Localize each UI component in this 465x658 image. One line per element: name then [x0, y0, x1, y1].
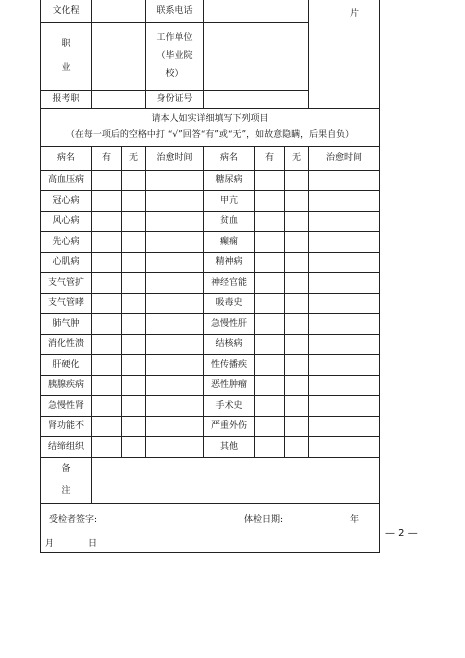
disease-name-left: 冠心病	[41, 191, 92, 212]
disease-name-right: 手术史	[204, 396, 255, 417]
no-cell-right[interactable]	[285, 416, 309, 437]
table-row	[41, 232, 380, 253]
disease-name-left: 急慢性肾	[41, 396, 92, 417]
cure-time-cell-right[interactable]	[309, 334, 380, 355]
spacer	[41, 475, 91, 485]
table-row	[41, 191, 380, 212]
cure-time-cell-left[interactable]	[146, 375, 204, 396]
page-number: — 2 —	[385, 528, 418, 539]
cure-time-cell-right[interactable]	[309, 191, 380, 212]
education-field[interactable]	[92, 0, 146, 22]
yes-cell-left[interactable]	[92, 314, 122, 335]
id-number-label: 身份证号	[146, 90, 204, 108]
disease-name-right: 严重外伤	[204, 416, 255, 437]
instructions-line-2: （在每一项后的空格中打 “√”回答“有”或“无”，如故意隐瞒，后果自负）	[65, 130, 355, 140]
disease-name-right: 吸毒史	[204, 293, 255, 314]
no-cell-left[interactable]	[122, 355, 146, 376]
cure-time-cell-right[interactable]	[309, 293, 380, 314]
cure-time-cell-left[interactable]	[146, 273, 204, 294]
cure-time-cell-left[interactable]	[146, 334, 204, 355]
no-cell-right[interactable]	[285, 355, 309, 376]
yes-cell-right[interactable]	[255, 375, 285, 396]
yes-cell-right[interactable]	[255, 334, 285, 355]
no-cell-right[interactable]	[285, 396, 309, 417]
yes-cell-right[interactable]	[255, 252, 285, 273]
no-cell-right[interactable]	[285, 293, 309, 314]
disease-name-right: 急慢性肝	[204, 314, 255, 335]
table-row	[41, 293, 380, 314]
table-row	[41, 396, 380, 417]
yes-cell-right[interactable]	[255, 232, 285, 253]
no-cell-left[interactable]	[122, 375, 146, 396]
work-unit-label	[146, 22, 204, 90]
day-label: 日	[88, 538, 98, 549]
occupation-field[interactable]	[92, 22, 146, 90]
exam-date-label: 体检日期:	[244, 514, 284, 525]
disease-name-right: 甲亢	[204, 191, 255, 212]
cure-time-cell-left[interactable]	[146, 211, 204, 232]
yes-cell-right[interactable]	[255, 293, 285, 314]
occupation-label-2: 业	[61, 63, 71, 73]
cure-time-cell-right[interactable]	[309, 211, 380, 232]
work-unit-label-1: 工作单位	[156, 33, 193, 43]
header-cure-time-right: 治愈时间	[309, 146, 380, 170]
instructions-line-1: 请本人如实详细填写下列项目	[151, 114, 269, 124]
cure-time-cell-left[interactable]	[146, 293, 204, 314]
yes-cell-right[interactable]	[255, 273, 285, 294]
yes-cell-right[interactable]	[255, 191, 285, 212]
yes-cell-right[interactable]	[255, 416, 285, 437]
occupation-label	[41, 22, 92, 90]
table-row	[41, 334, 380, 355]
no-cell-left[interactable]	[122, 396, 146, 417]
yes-cell-left[interactable]	[92, 355, 122, 376]
no-cell-right[interactable]	[285, 437, 309, 458]
remarks-field[interactable]	[92, 457, 380, 503]
table-row	[41, 416, 380, 437]
header-cure-time-left: 治愈时间	[146, 146, 204, 170]
yes-cell-right[interactable]	[255, 211, 285, 232]
header-yes-right: 有	[255, 146, 285, 170]
disease-name-right: 糖尿病	[204, 170, 255, 191]
cure-time-cell-right[interactable]	[309, 232, 380, 253]
cure-time-cell-left[interactable]	[146, 437, 204, 458]
no-cell-right[interactable]	[285, 211, 309, 232]
table-row	[41, 273, 380, 294]
no-cell-left[interactable]	[122, 170, 146, 191]
photo-box	[309, 0, 380, 108]
yes-cell-left[interactable]	[92, 375, 122, 396]
disease-name-left: 胰腺疾病	[41, 375, 92, 396]
yes-cell-left[interactable]	[92, 437, 122, 458]
no-cell-left[interactable]	[122, 273, 146, 294]
applied-job-field[interactable]	[92, 90, 146, 108]
id-number-field[interactable]	[204, 90, 309, 108]
month-label: 月	[45, 538, 55, 549]
signer-label: 受检者签字:	[49, 514, 98, 525]
disease-name-left: 支气管哮	[41, 293, 92, 314]
disease-name-left: 结缔组织	[41, 437, 92, 458]
table-row	[41, 355, 380, 376]
phone-field[interactable]	[204, 0, 309, 22]
disease-name-left: 先心病	[41, 232, 92, 253]
yes-cell-left[interactable]	[92, 334, 122, 355]
yes-cell-left[interactable]	[92, 396, 122, 417]
table-row	[41, 314, 380, 335]
cure-time-cell-left[interactable]	[146, 191, 204, 212]
instructions	[41, 108, 380, 146]
no-cell-left[interactable]	[122, 437, 146, 458]
yes-cell-right[interactable]	[255, 437, 285, 458]
header-no-right: 无	[285, 146, 309, 170]
disease-name-right: 恶性肿瘤	[204, 375, 255, 396]
cure-time-cell-right[interactable]	[309, 416, 380, 437]
yes-cell-right[interactable]	[255, 314, 285, 335]
disease-name-left: 消化性溃	[41, 334, 92, 355]
disease-name-left: 肺气肿	[41, 314, 92, 335]
no-cell-left[interactable]	[122, 334, 146, 355]
yes-cell-right[interactable]	[255, 170, 285, 191]
work-unit-label-3: 校）	[165, 69, 184, 79]
table-row	[41, 375, 380, 396]
no-cell-right[interactable]	[285, 191, 309, 212]
cure-time-cell-left[interactable]	[146, 416, 204, 437]
header-disease-left: 病名	[41, 146, 92, 170]
disease-name-left: 心肌病	[41, 252, 92, 273]
header-disease-right: 病名	[204, 146, 255, 170]
yes-cell-left[interactable]	[92, 170, 122, 191]
disease-name-right: 神经官能	[204, 273, 255, 294]
work-unit-label-2: （毕业院	[156, 51, 193, 61]
disease-name-right: 精神病	[204, 252, 255, 273]
table-row	[41, 252, 380, 273]
cure-time-cell-right[interactable]	[309, 252, 380, 273]
cure-time-cell-left[interactable]	[146, 232, 204, 253]
disease-name-left: 高血压病	[41, 170, 92, 191]
yes-cell-right[interactable]	[255, 396, 285, 417]
yes-cell-left[interactable]	[92, 211, 122, 232]
cure-time-cell-right[interactable]	[309, 273, 380, 294]
signature-area	[41, 503, 380, 552]
disease-name-right: 其他	[204, 437, 255, 458]
cure-time-cell-right[interactable]	[309, 437, 380, 458]
cure-time-cell-right[interactable]	[309, 355, 380, 376]
year-label: 年	[350, 514, 360, 525]
disease-rows	[41, 170, 380, 457]
header-yes-left: 有	[92, 146, 122, 170]
cure-time-cell-right[interactable]	[309, 375, 380, 396]
table-row	[41, 170, 380, 191]
cure-time-cell-right[interactable]	[309, 170, 380, 191]
occupation-label-1: 职	[61, 39, 71, 49]
no-cell-left[interactable]	[122, 314, 146, 335]
no-cell-right[interactable]	[285, 314, 309, 335]
no-cell-left[interactable]	[122, 416, 146, 437]
yes-cell-left[interactable]	[92, 273, 122, 294]
no-cell-right[interactable]	[285, 273, 309, 294]
cure-time-cell-right[interactable]	[309, 314, 380, 335]
disease-name-right: 贫血	[204, 211, 255, 232]
yes-cell-left[interactable]	[92, 252, 122, 273]
spacer	[41, 50, 91, 62]
remarks-label-2: 注	[61, 486, 71, 496]
yes-cell-left[interactable]	[92, 416, 122, 437]
no-cell-left[interactable]	[122, 191, 146, 212]
header-no-left: 无	[122, 146, 146, 170]
disease-name-left: 风心病	[41, 211, 92, 232]
no-cell-left[interactable]	[122, 252, 146, 273]
remarks-label	[41, 457, 92, 503]
applied-job-label: 报考职	[41, 90, 92, 108]
education-label: 文化程	[41, 0, 92, 22]
health-declaration-table	[40, 0, 380, 553]
table-row	[41, 437, 380, 458]
disease-name-right: 癫痫	[204, 232, 255, 253]
no-cell-left[interactable]	[122, 232, 146, 253]
no-cell-right[interactable]	[285, 232, 309, 253]
table-row	[41, 211, 380, 232]
phone-label: 联系电话	[146, 0, 204, 22]
yes-cell-left[interactable]	[92, 232, 122, 253]
no-cell-left[interactable]	[122, 293, 146, 314]
cure-time-cell-left[interactable]	[146, 252, 204, 273]
yes-cell-left[interactable]	[92, 191, 122, 212]
work-unit-field[interactable]	[204, 22, 309, 90]
cure-time-cell-left[interactable]	[146, 170, 204, 191]
no-cell-right[interactable]	[285, 170, 309, 191]
no-cell-right[interactable]	[285, 334, 309, 355]
photo-label: 片	[350, 9, 360, 19]
yes-cell-right[interactable]	[255, 355, 285, 376]
disease-name-left: 肾功能不	[41, 416, 92, 437]
disease-name-left: 肝硬化	[41, 355, 92, 376]
cure-time-cell-left[interactable]	[146, 396, 204, 417]
cure-time-cell-left[interactable]	[146, 314, 204, 335]
disease-name-left: 支气管扩	[41, 273, 92, 294]
yes-cell-left[interactable]	[92, 293, 122, 314]
disease-name-right: 结核病	[204, 334, 255, 355]
no-cell-right[interactable]	[285, 252, 309, 273]
no-cell-right[interactable]	[285, 375, 309, 396]
disease-name-right: 性传播疾	[204, 355, 255, 376]
remarks-label-1: 备	[61, 464, 71, 474]
no-cell-left[interactable]	[122, 211, 146, 232]
cure-time-cell-right[interactable]	[309, 396, 380, 417]
cure-time-cell-left[interactable]	[146, 355, 204, 376]
